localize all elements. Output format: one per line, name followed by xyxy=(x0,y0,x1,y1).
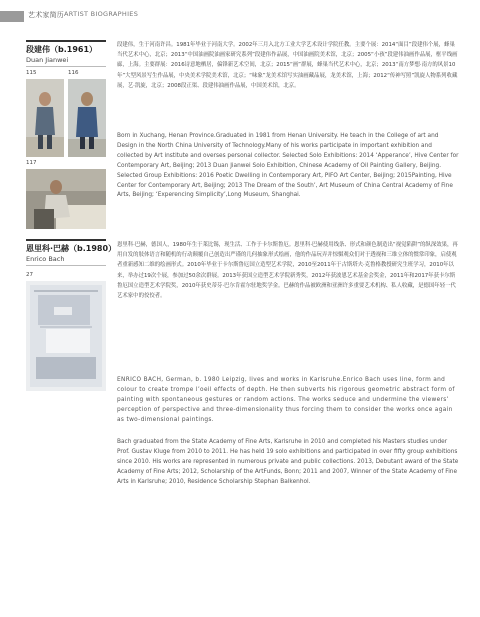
artist-bio-en: Born in Xuchang, Henan Province.Graduated in 1981 from Henan University. He teach in the College of art and Design in the North China University of Technology.Many of his works participate in important exhibition and collected by Art institute and overses personal collector. Selected Solo Exhibitions: 2014 ‘Apperance’, Hive Center for Contemporary Art, Beijing; 2013 Duan Jianwei Solo Exhibition, Chinese Academy of Oil Painting Gallery, Beijing. Selected Group Exhibitions: 2016 Poetic Dwelling in Contemporary Art, PIFO Art Center, Beijing; 2015Painting, Hive Center for Contemporary Art, Beijing; 2013 The Dream of the South’, Art Museum of China Central Academy of Fine Arts, Beijing; ‘Experencing Simplicity’,Long Museum, Shanghai. xyxy=(117,133,459,199)
artist-rule-bottom xyxy=(26,265,106,266)
figure-number: 116 xyxy=(68,70,79,76)
artist-name-zh: 恩里科·巴赫（b.1980） xyxy=(26,244,117,253)
painting-117 xyxy=(26,169,106,229)
section-title-zh: 艺术家简历 xyxy=(28,11,64,19)
artist-name-en: Duan Jianwei xyxy=(26,56,69,64)
artist-rule-bottom xyxy=(26,66,106,67)
artist-bio-en: ENRICO BACH, German, b. 1980 Leipzig, lives and works in Karlsruhe.Enrico Bach uses line, form and colour to create trompe l’oeil effects of depth. He then subverts his rigorous geometric abstract form of painting with spontaneous gestures or random actions. The works seduce and undermine the viewers’ perception of perspective and three-dimensionality thus forcing them to consider the works once again as two-dimensional paintings. xyxy=(117,377,455,423)
artist-bio-en: Bach graduated from the State Academy of Fine Arts, Karlsruhe in 2010 and completed his Masters studies under Prof. Gustav Kluge from 2010 to 2011. He has held 19 solo exhibitions and participated in over fifty group exhibitions since 2010. His works are represented in numerous private and public collections. 2013, Debutant award of the State Academy of Fine Arts; 2012, Scholarship of the ArtFunds, Bonn; 2011 and 2007, Winner of the State Academy of Fine Arts in Karlsruhe; 2010, Residence Scholarship Stephan Balkenhol. xyxy=(117,439,459,485)
figure-number: 117 xyxy=(26,160,37,166)
artist-name-zh: 段建伟（b.1961） xyxy=(26,45,98,54)
figure-number: 115 xyxy=(26,70,37,76)
painting-115 xyxy=(26,79,64,157)
artist-bio-zh: 恩里科·巴赫，德国人，1980年生于莱比锡，现生活、工作于卡尔斯鲁厄。恩里科·巴赫使用线条、形式和颜色制造出“视觉陷阱”的纵深效果，再用自发的肢体语言和随机的行动颠覆自己创造出严谨的几何抽象形式绘画，他的作品玩弄并惊慑观众们对于透视和三维立体的惯常印象，启使观者重新感知二维的绘画形式。2010年毕业于卡尔斯鲁厄国立造型艺术学院，2010至2011年于古斯塔夫·克鲁格教授研究生班学习，2010年以来，举办过19次个展，参加过50余次群展。2013年获国立造型艺术学院新秀奖，2012年获波恩艺术基金会奖金，2011年和2017年获卡尔斯鲁厄国立造型艺术学院奖，2010年获史蒂芬·巴尔肯霍尔驻地奖学金。巴赫的作品被欧洲和亚洲许多重要艺术机构、私人收藏，是德国年轻一代艺术家中的佼佼者。 xyxy=(117,242,458,300)
header-bar xyxy=(0,11,24,22)
artist-rule-top xyxy=(26,239,106,241)
artist-name-en: Enrico Bach xyxy=(26,255,65,263)
artist-rule-top xyxy=(26,40,106,42)
page-header xyxy=(0,10,480,24)
painting-116 xyxy=(68,79,106,157)
figure-number: 27 xyxy=(26,272,33,278)
section-title-en: ARTIST BIOGRAPHIES xyxy=(64,10,139,18)
painting-27 xyxy=(26,281,106,391)
artist-bio-zh: 段建伟，生于河南许昌。1981年毕业于河南大学。2002年三月入北方工业大学艺术设计学院任教。主要个展：2014“面目”段建伟个展，蜂巢当代艺术中心，北京；2013“中国油画院油画家研究系列”段建伟作品展，中国油画院美术馆，北京；2005“小孩”段建伟油画作品展，框平线画廊，上海。主要群展：2016诗意地栖居，偏锋新艺术空间，北京；2015“画”群展，蜂巢当代艺术中心，北京；2013“南方梦想·南方的风景10年”大型风景写生作品展，中央美术学院美术馆，北京；“味象”龙美术馆写实油画藏品展，龙美术馆，上海；2012“传神写照”凯旋人物系列收藏展，艺·凯旋，北京；2008段正渠、段建伟油画作品展，中国美术馆，北京。 xyxy=(117,42,458,89)
